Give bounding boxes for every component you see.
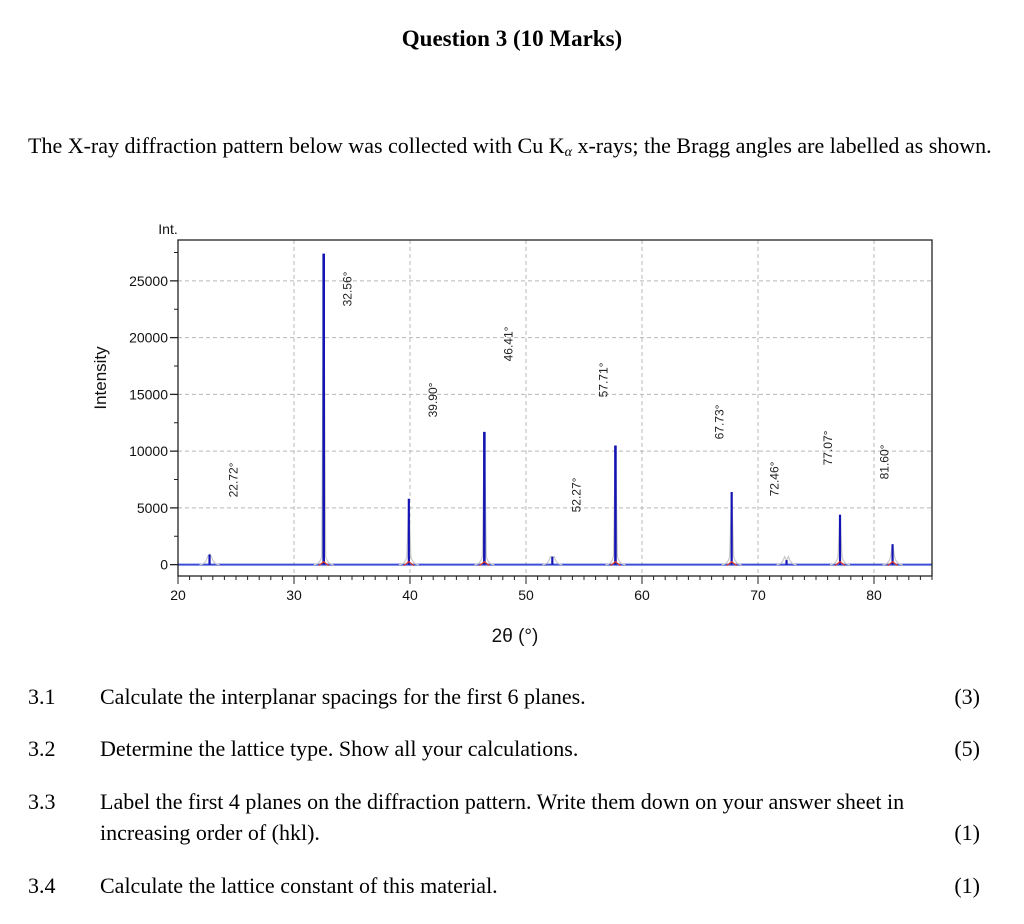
y-tick-label: 15000	[129, 386, 168, 403]
question-heading: Question 3 (10 Marks)	[401, 26, 623, 51]
x-axis-title: 2θ (°)	[491, 626, 539, 647]
xrd-chart	[80, 210, 950, 650]
y-tick-label: 0	[160, 556, 168, 573]
question-number: 3.3	[28, 789, 56, 814]
question-marks: (1)	[954, 820, 980, 845]
chart-peaks	[178, 254, 932, 566]
intro-text-before: The X-ray diffraction pattern below was collected with Cu K	[28, 133, 565, 158]
question-number: 3.4	[28, 873, 56, 898]
x-tick-label: 40	[402, 587, 418, 603]
intro-paragraph	[28, 130, 996, 169]
x-tick-label: 20	[170, 587, 186, 603]
question-marks: (5)	[954, 736, 980, 761]
question-number: 3.2	[28, 736, 56, 761]
x-tick-label: 70	[750, 587, 766, 603]
question-marks: (1)	[954, 873, 980, 898]
x-tick-label: 60	[634, 587, 650, 603]
peak-label: 77.07°	[821, 430, 836, 466]
question-text: Determine the lattice type. Show all your calculations.	[100, 736, 579, 761]
y-tick-label: 25000	[129, 272, 168, 289]
question-number: 3.1	[28, 684, 56, 709]
peak-label: 57.71°	[596, 362, 611, 398]
peak-label: 39.90°	[425, 382, 440, 418]
y-tick-label: 10000	[129, 443, 168, 460]
y-unit-label: Int.	[158, 221, 178, 237]
question-text: Label the first 4 planes on the diffraction pattern. Write them down on your answer sheet in increasing order of (hkl).	[100, 789, 905, 845]
k-alpha-subscript: α	[564, 145, 572, 160]
peak-label: 46.41°	[501, 326, 516, 362]
chart-grid	[178, 240, 932, 576]
chart-axes	[91, 221, 932, 647]
x-tick-label: 80	[866, 587, 882, 603]
x-tick-label: 50	[518, 587, 534, 603]
x-tick-label: 30	[286, 587, 302, 603]
y-axis-title: Intensity	[91, 346, 110, 410]
peak-label: 32.56°	[340, 271, 355, 307]
intro-text-after: x-rays; the Bragg angles are labelled as shown.	[571, 133, 992, 158]
question-text: Calculate the interplanar spacings for the first 6 planes.	[100, 684, 586, 709]
peak-label: 67.73°	[712, 404, 727, 440]
y-tick-label: 20000	[129, 329, 168, 346]
peak-label: 72.46°	[767, 461, 782, 497]
peak-label: 52.27°	[569, 477, 584, 513]
y-tick-label: 5000	[136, 499, 168, 516]
question-marks: (3)	[954, 684, 980, 709]
plot-frame	[178, 240, 932, 576]
question-text: Calculate the lattice constant of this material.	[100, 873, 498, 898]
chart-peak-labels	[227, 271, 892, 512]
peak-label: 22.72°	[226, 462, 241, 498]
peak-label: 81.60°	[877, 444, 892, 480]
